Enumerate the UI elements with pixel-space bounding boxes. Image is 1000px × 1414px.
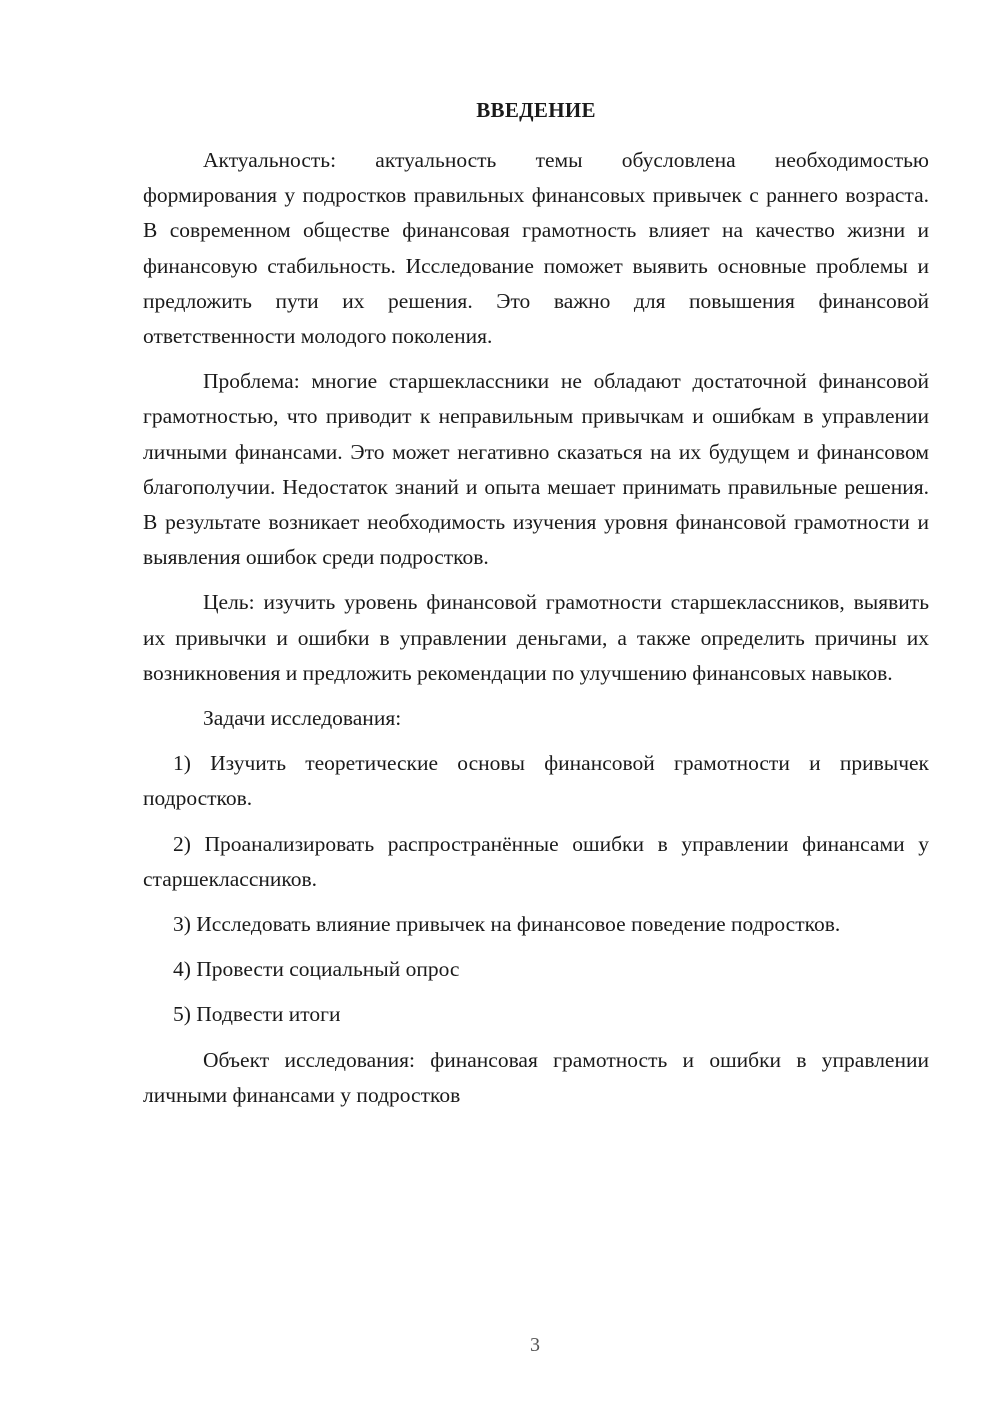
object-paragraph: Объект исследования: финансовая грамотность и ошибки в управлении личными финансами у подростков	[143, 1047, 929, 1107]
page-number: 3	[530, 1334, 540, 1356]
task-item-4: 4) Провести социальный опрос	[173, 957, 460, 982]
task-item-1: 1) Изучить теоретические основы финансовой грамотности и привычек подростков.	[143, 751, 929, 811]
goal-paragraph: Цель: изучить уровень финансовой грамотности старшеклассников, выявить их привычки и ошибки в управлении деньгами, а также определить причины их возникновения и предложить рекомендации по улучшению финансовых навыков.	[143, 590, 929, 685]
relevance-paragraph: Актуальность: актуальность темы обусловлена необходимостью формирования у подростков правильных финансовых привычек с раннего возраста. В современном обществе финансовая грамотность влияет на качество жизни и финансовую стабильность. Исследование поможет выявить основные проблемы и предложить пути их решения. Это важно для повышения финансовой ответственности молодого поколения.	[143, 148, 929, 349]
document-page	[143, 95, 929, 1113]
tasks-heading: Задачи исследования:	[203, 706, 402, 731]
problem-paragraph: Проблема: многие старшеклассники не обладают достаточной финансовой грамотностью, что приводит к неправильным привычкам и ошибкам в управлении личными финансами. Это может негативно сказаться на их будущем и финансовом благополучии. Недостаток знаний и опыта мешает принимать правильные решения. В результате возникает необходимость изучения уровня финансовой грамотности и выявления ошибок среди подростков.	[143, 369, 929, 570]
task-item-3: 3) Исследовать влияние привычек на финансовое поведение подростков.	[173, 912, 841, 937]
task-item-2: 2) Проанализировать распространённые ошибки в управлении финансами у старшеклассников.	[143, 831, 929, 891]
section-title: ВВЕДЕНИЕ	[476, 98, 596, 122]
task-item-5: 5) Подвести итоги	[173, 1002, 341, 1027]
